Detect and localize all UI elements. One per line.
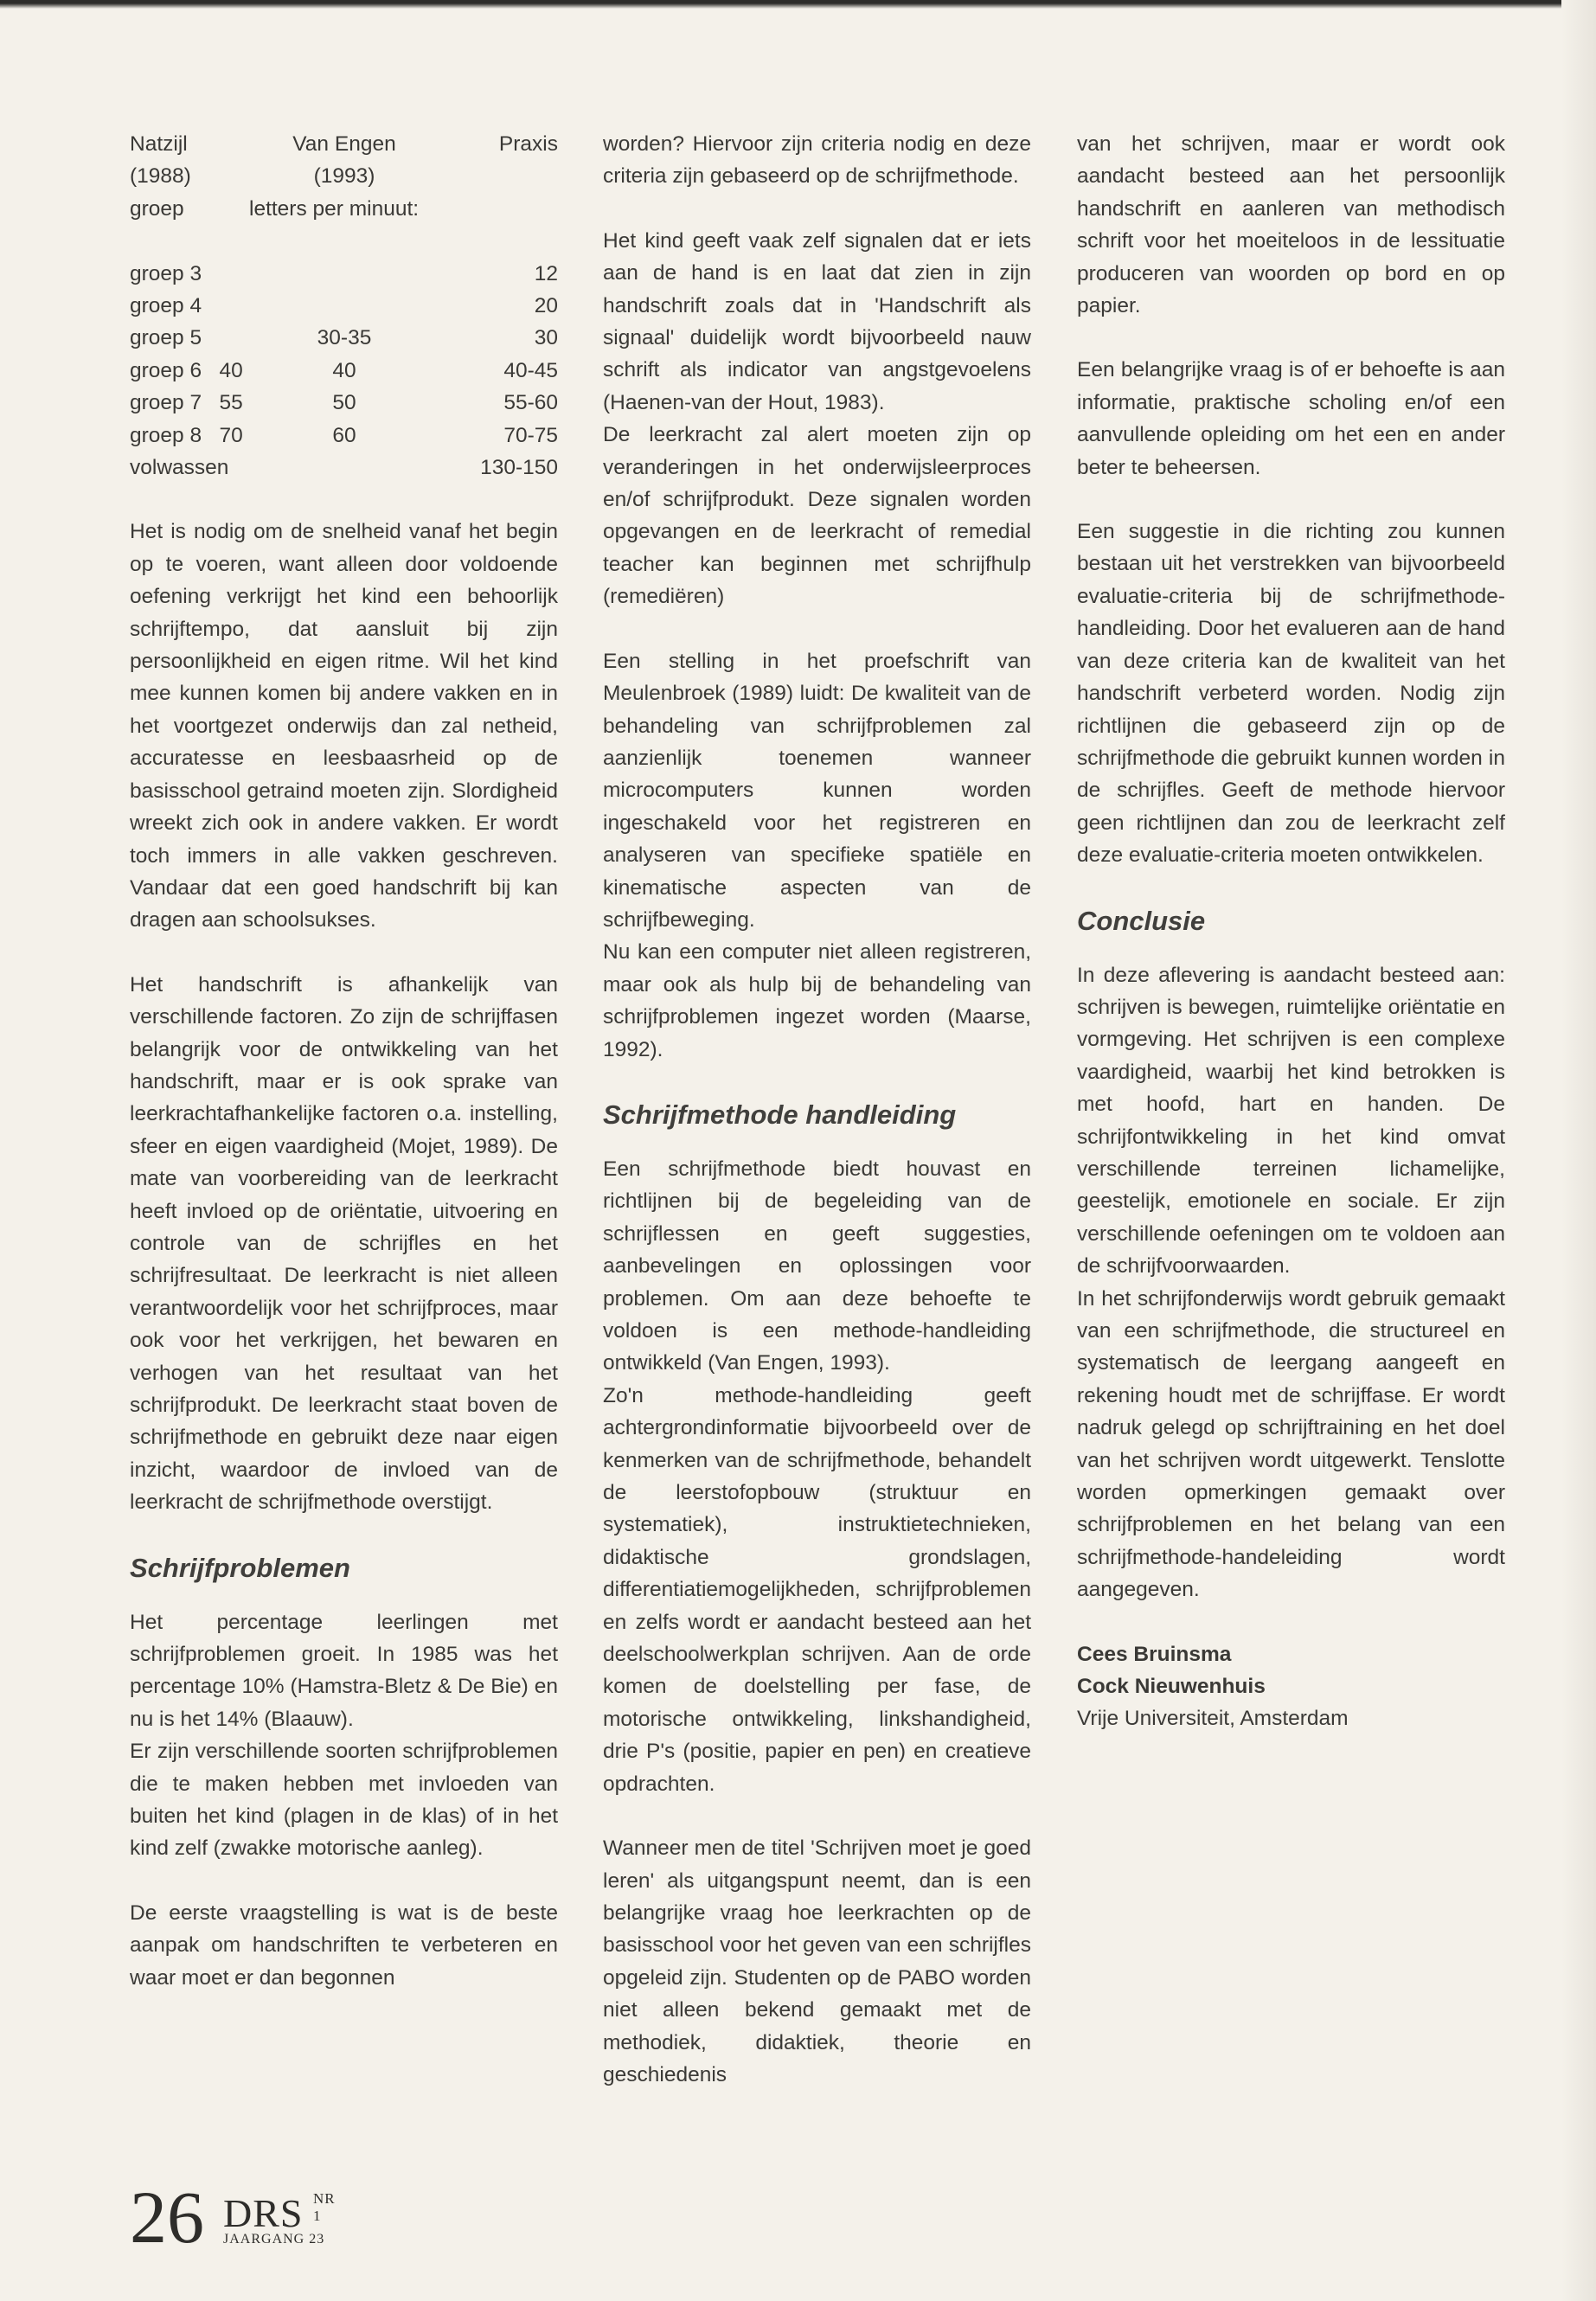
paragraph: Een suggestie in die richting zou kunnen bestaan uit het verstrekken van bijvoorbeeld evaluatie-criteria bij de schrijfmethode-handleiding. Door het evalueren aan de hand van deze criteria kan de kwaliteit van het handschrift verbeterd worden. Nodig zijn richtlijnen die gebaseerd zijn op de schrijfmethode die gebruikt kunnen worden in de schrijfles. Geeft de methode hiervoor geen richtlijnen dan zou de leerkracht zelf deze evaluatie-criteria moeten ontwikkelen.: [1077, 520, 1505, 868]
paragraph: Een stelling in het proefschrift van Meulenbroek (1989) luidt: De kwaliteit van de behandeling van schrijfproblemen zal aanzienlijk toenemen wanneer microcomputers kunnen worden ingeschakeld voor het registreren en analyseren van specifieke spatiële en kinematische aspecten van de schrijfbeweging.: [603, 649, 1031, 932]
table-row: volwassen 130-150: [130, 456, 558, 480]
table-header-row: groep letters per minuut:: [130, 196, 420, 221]
table-header-row: Natzijl Van Engen Praxis: [130, 132, 558, 156]
paragraph: In het schrijfonderwijs wordt gebruik gemaakt van een schrijfmethode, die structureel en systematisch de leergang aangeeft en rekening houdt met de schrijffase. Er wordt nadruk gelegd op schrijftraining en het doel van het schrijven wordt uitgewerkt. Tenslotte worden opmerkingen gemaakt over schrijfproblemen en het belang van een schrijfmethode-handeleiding wordt aangegeven.: [1077, 1286, 1505, 1602]
table-row: groep 5 30-35 30: [130, 326, 558, 350]
paragraph: De eerste vraagstelling is wat is de beste aanpak om handschriften te verbeteren en waar moet er dan begonnen: [130, 1900, 558, 1990]
column-1: [130, 128, 558, 1994]
paragraph: De leerkracht zal alert moeten zijn op veranderingen in het onderwijsleerproces en/of schrijfprodukt. Deze signalen worden opgevangen en de leerkracht of remedial teacher kan beginnen met schrijfhulp (remediëren): [603, 423, 1031, 609]
section-heading: Conclusie: [1077, 905, 1206, 936]
paragraph: Het handschrift is afhankelijk van verschillende factoren. Zo zijn de schrijffasen belangrijk voor de ontwikkeling van het handschrift, maar er is ook sprake van leerkrachtafhankelijke factoren o.a. instelling, sfeer en eigen vaardigheid (Mojet, 1989). De mate van voorbereiding van de leerkracht heeft invloed op de oriëntatie, uitvoering en controle van de schrijfles en het schrijfresultaat. De leerkracht is niet alleen verantwoordelijk voor het schrijfproces, maar ook voor het verkrijgen, het bewaren en verhogen van het resultaat van het schrijfprodukt. De leerkracht staat boven de schrijfmethode en gebruikt deze naar eigen inzicht, waardoor de invloed van de leerkracht de schrijfmethode overstijgt.: [130, 972, 558, 1515]
table-row: groep 7 55 50 55-60: [130, 391, 558, 415]
table-row: groep 6 40 40 40-45: [130, 358, 558, 382]
page-edge-shadow: [1561, 0, 1596, 2301]
paragraph: Nu kan een computer niet alleen registreren, maar ook als hulp bij de behandeling van schrijfproblemen ingezet worden (Maarse, 1992).: [603, 940, 1031, 1061]
table-row: groep 8 70 60 70-75: [130, 423, 558, 447]
page-number: 26: [130, 2176, 204, 2259]
paragraph: Wanneer men de titel 'Schrijven moet je goed leren' als uitgangspunt neemt, dan is een belangrijke vraag hoe leerkrachten op de basisschool voor het geven van een schrijfles opgeleid zijn. Studenten op de PABO worden niet alleen bekend gemaakt met de methodiek, didaktiek, theorie en geschiedenis: [603, 1836, 1031, 2086]
paragraph: Er zijn verschillende soorten schrijfproblemen die te maken hebben met invloeden van buiten het kind (plagen in de klas) of in het kind zelf (zwakke motorische aanleg).: [130, 1740, 558, 1861]
magazine-name: DRS: [223, 2191, 304, 2235]
paragraph: Het kind geeft vaak zelf signalen dat er iets aan de hand is en laat dat zien in zijn handschrift zoals dat in 'Handschrift als signaal' duidelijk wordt bijvoorbeeld nauw schrift als indicator van angstgevoelens (Haenen-van der Hout, 1983).: [603, 228, 1031, 414]
author-name: Cees Bruinsma: [1077, 1642, 1232, 1666]
table-row: groep 3 12: [130, 261, 558, 285]
section-heading: Schrijfmethode handleiding: [603, 1099, 957, 1130]
paragraph: Een schrijfmethode biedt houvast en richtlijnen bij de begeleiding van de schrijflessen en geeft suggesties, aanbevelingen en oplossingen voor problemen. Om aan deze behoefte te voldoen is een methode-handleiding ontwikkeld (Van Engen, 1993).: [603, 1157, 1031, 1375]
table-header-row: (1988) (1993): [130, 164, 375, 189]
author-affiliation: Vrije Universiteit, Amsterdam: [1077, 1707, 1349, 1731]
table-row: groep 4 20: [130, 294, 558, 318]
paragraph: Het is nodig om de snelheid vanaf het begin op te voeren, want alleen door voldoende oefening verkrijgt het kind een behoorlijk schrijftempo, dat aansluit bij zijn persoonlijkheid en eigen ritme. Wil het kind mee kunnen komen bij andere vakken en in het voortgezet onderwijs dan zal netheid, accuratesse en leesbaasrheid op de basisschool getraind moeten zijn. Slordigheid wreekt zich ook in andere vakken. Er wordt toch immers in alle vakken geschreven. Vandaar dat een goed handschrift bij kan dragen aan schoolsukses.: [130, 520, 558, 933]
author-name: Cock Nieuwenhuis: [1077, 1675, 1266, 1699]
column-2: [603, 128, 1031, 2091]
paragraph: van het schrijven, maar er wordt ook aandacht besteed aan het persoonlijk handschrift en aanleren van methodisch schrift voor het moeiteloos in de lessituatie produceren van woorden op bord en op papier.: [1077, 132, 1505, 318]
paragraph: Het percentage leerlingen met schrijfproblemen groeit. In 1985 was het percentage 10% (Hamstra-Bletz & De Bie) en nu is het 14% (Blaauw).: [130, 1610, 558, 1731]
issue-number: NR 1: [313, 2190, 336, 2224]
volume-label: JAARGANG 23: [223, 2232, 325, 2247]
speed-table: [130, 128, 558, 484]
paragraph: worden? Hiervoor zijn criteria nodig en deze criteria zijn gebaseerd op de schrijfmethode.: [603, 132, 1031, 189]
column-3: [1077, 128, 1505, 1735]
paragraph: Zo'n methode-handleiding geeft achtergrondinformatie bijvoorbeeld over de kenmerken van de schrijfmethode, behandelt de leerstofopbouw (struktuur en systematiek), instruktietechnieken, didaktische grondslagen, differentiatiemogelijkheden, schrijfproblemen en zelfs wordt er aandacht besteed aan het deelschoolwerkplan schrijven. Aan de orde komen de doelstelling per fase, de motorische ontwikkeling, linkshandigheid, drie P's (positie, papier en pen) en creatieve opdrachten.: [603, 1383, 1031, 1796]
top-border: [0, 0, 1596, 9]
paragraph: In deze aflevering is aandacht besteed aan: schrijven is bewegen, ruimtelijke oriëntatie en vormgeving. Het schrijven is een complexe vaardigheid, waarbij het kind betrokken is met hoofd, hart en handen. De schrijfontwikkeling in het kind omvat verschillende terreinen lichamelijke, geestelijk, emotionele en sociale. Er zijn verschillende oefeningen om te voldoen aan de schrijfvoorwaarden.: [1077, 963, 1505, 1279]
section-heading: Schrijfproblemen: [130, 1552, 350, 1583]
paragraph: Een belangrijke vraag is of er behoefte is aan informatie, praktische scholing en/of een aanvullende opleiding om het een en ander beter te beheersen.: [1077, 358, 1505, 479]
